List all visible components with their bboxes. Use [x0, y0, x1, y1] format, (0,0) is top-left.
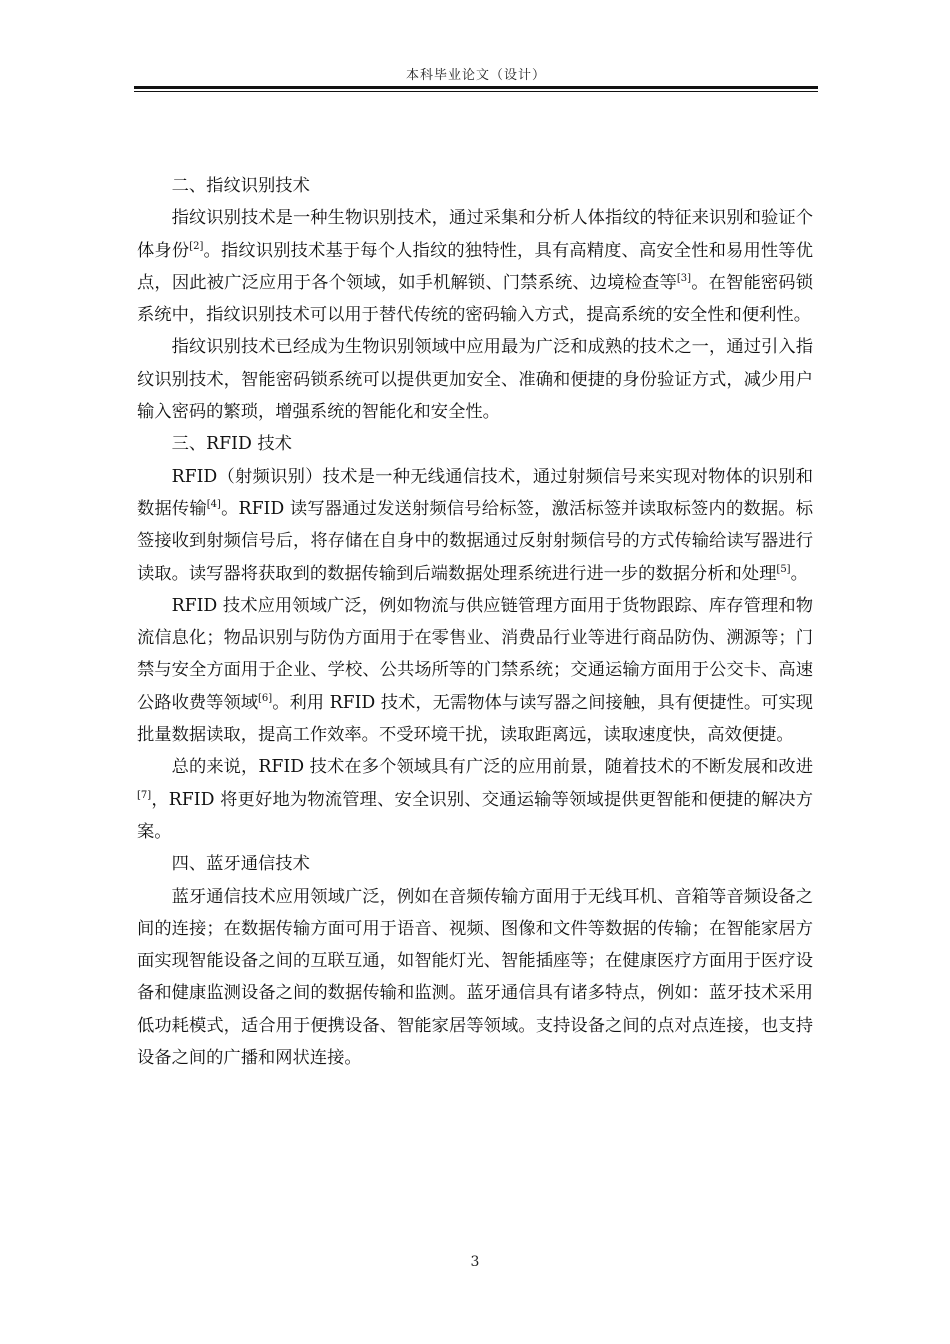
text-run: 蓝牙通信技术应用领域广泛，例如在音频传输方面用于无线耳机、音箱等音频设备之间的连接；在数据传输方面可用于语音、视频、图像和文件等数据的传输；在智能家居方面实现智能设备之间的互联互通，如智能灯光、智能插座等；在健康医疗方面用于医疗设备和健康监测设备之间的数据传输和监测。蓝牙通信具有诸多特点，例如：蓝牙技术采用低功耗模式，适合用于便携设备、智能家居等领域。支持设备之间的点对点连接，也支持设备之间的广播和网状连接。: [137, 886, 813, 1069]
section-heading: 四、蓝牙通信技术: [171, 854, 310, 875]
paragraph: [137, 202, 813, 331]
text-run: RFID（射频识别）技术是一种无线通信技术，通过射频信号来实现对物体的识别和数据传输: [137, 466, 813, 519]
text-run: 指纹识别技术是一种生物识别技术，通过采集和分析人体指纹的特征来识别和验证个体身份: [137, 208, 813, 261]
text-run: 。: [790, 563, 808, 584]
citation-ref: [4]: [206, 498, 221, 510]
citation-ref: [5]: [776, 563, 791, 575]
citation-ref: [6]: [258, 692, 273, 704]
text-run: 指纹识别技术已经成为生物识别领域中应用最为广泛和成熟的技术之一，通过引入指纹识别技术，智能密码锁系统可以提供更加安全、准确和便捷的身份验证方式，减少用户输入密码的繁琐，增强系统的智能化和安全性。: [137, 337, 813, 423]
citation-ref: [3]: [676, 272, 692, 284]
text-run: 。在智能密码锁系统中，指纹识别技术可以用于替代传统的密码输入方式，提高系统的安全性和便利性。: [137, 272, 813, 326]
text-run: 。指纹识别技术基于每个人指纹的独特性，具有高精度、高安全性和易用性等优点，因此被广泛应用于各个领域，如手机解锁、门禁系统、边境检查等: [137, 240, 813, 293]
text-run: ，RFID 将更好地为物流管理、安全识别、交通运输等领域提供更智能和便捷的解决方案。: [137, 789, 813, 842]
body-text: [137, 170, 813, 1074]
section-heading: 二、指纹识别技术: [171, 176, 310, 196]
paragraph: [137, 331, 813, 428]
paragraph: [137, 461, 813, 590]
header-rule-thick: [134, 86, 818, 89]
text-run: RFID 技术应用领域广泛，例如物流与供应链管理方面用于货物跟踪、库存管理和物流信息化；物品识别与防伪方面用于在零售业、消费品行业等进行商品防伪、溯源等；门禁与安全方面用于企业、学校、公共场所等的门禁系统；交通运输方面用于公交卡、高速公路收费等领域: [137, 595, 813, 713]
citation-ref: [2]: [189, 240, 204, 252]
text-run: 总的来说，RFID 技术在多个领域具有广泛的应用前景，随着技术的不断发展和改进: [171, 757, 813, 778]
text-run: 。利用 RFID 技术，无需物体与读写器之间接触，具有便捷性。可实现批量数据读取，提高工作效率。不受环境干扰，读取距离远，读取速度快，高效便捷。: [137, 692, 813, 746]
paragraph: [137, 881, 813, 1075]
paragraph: [137, 751, 813, 848]
page-number: 3: [470, 1254, 480, 1270]
header-rule-thin: [134, 91, 818, 92]
citation-ref: [7]: [137, 789, 152, 801]
paragraph: [137, 590, 813, 751]
text-run: 。RFID 读写器通过发送射频信号给标签，激活标签并读取标签内的数据。标签接收到射频信号后，将存储在自身中的数据通过反射射频信号的方式传输给读写器进行读取。读写器将获取到的数据传输到后端数据处理系统进行进一步的数据分析和处理: [137, 498, 813, 584]
section-heading: 三、RFID 技术: [171, 434, 292, 455]
running-header: 本科毕业论文（设计）: [405, 68, 546, 83]
